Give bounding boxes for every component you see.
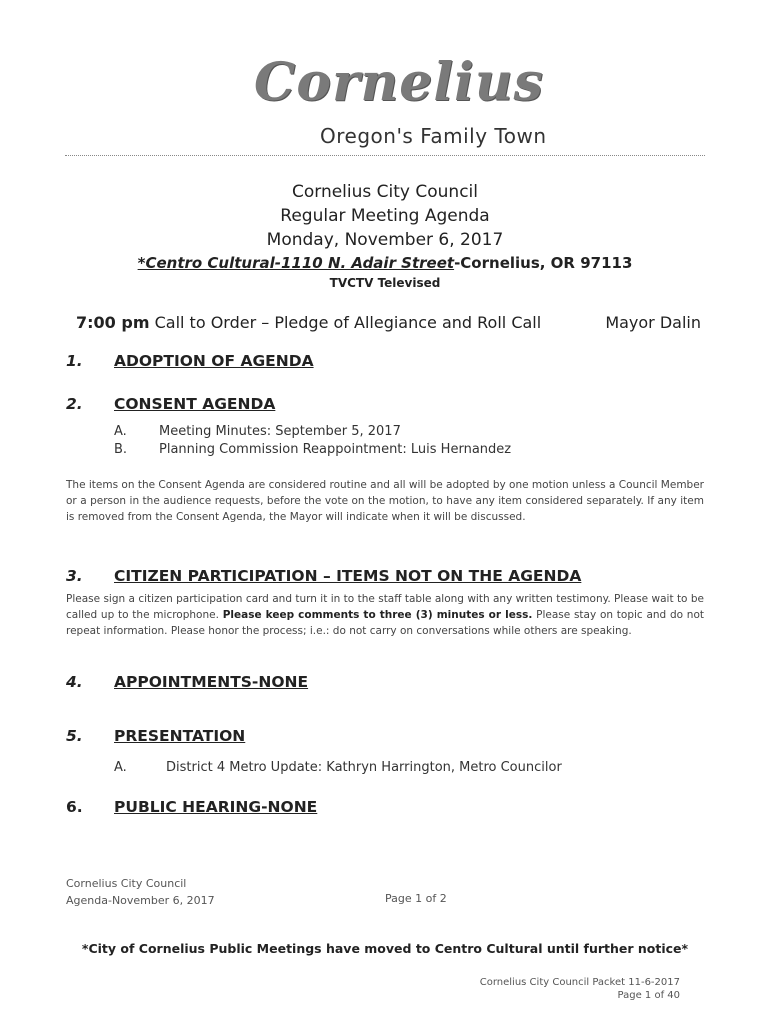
broadcast-note: TVCTV Televised [329,276,441,290]
header-divider [65,155,705,156]
item-number: 1. [66,352,83,370]
item-heading: CONSENT AGENDA [114,395,276,413]
city-logo [240,52,544,122]
footer-page-number: Page 1 of 2 [385,892,447,905]
citizen-note-part2: Please stay on topic and do not repeat information. Please honor the process; i.e.: do not carry on conversations while others are speaking. [66,609,704,637]
relocation-notice: *City of Cornelius Public Meetings have moved to Centro Cultural until further notice* [81,941,689,956]
item-number: 2. [66,395,83,413]
location-venue: *Centro Cultural-1110 N. Adair Street [137,254,455,272]
packet-stamp [480,976,680,1002]
call-time: 7:00 pm [76,313,150,332]
citizen-note-bold: Please keep comments to three (3) minutes or less. [222,609,533,621]
footer-agenda-date: Agenda-November 6, 2017 [66,894,215,907]
citizen-note-part1: Please sign a citizen participation card and turn it in to the staff table along with any written testimony. Please wait to be called up to the microphone. [66,593,704,621]
call-to-order-row [76,313,701,332]
subitem-text: District 4 Metro Update: Kathryn Harrington, Metro Councilor [166,760,562,775]
item-number: 3. [66,567,83,585]
agenda-item-2 [66,395,275,413]
agenda-item-1 [66,352,314,370]
consent-subitem-a [114,424,401,439]
call-text: Call to Order – Pledge of Allegiance and Roll Call [149,313,542,332]
packet-title: Cornelius City Council Packet 11-6-2017 [479,977,680,988]
agenda-item-5 [66,727,245,745]
footer-info [66,875,215,909]
subitem-letter: A. [114,760,127,775]
item-number: 4. [66,673,83,691]
meeting-type: Regular Meeting Agenda [280,206,490,226]
meeting-location [0,252,770,274]
subitem-text: Planning Commission Reappointment: Luis Hernandez [159,442,512,457]
item-number: 5. [66,727,83,745]
item-heading: PUBLIC HEARING-NONE [114,798,318,816]
meeting-date: Monday, November 6, 2017 [266,230,504,250]
logo-tagline: Oregon's Family Town [320,124,547,148]
footer-council: Cornelius City Council [66,877,187,890]
item-heading: PRESENTATION [114,727,246,745]
item-heading: APPOINTMENTS-NONE [114,673,309,691]
item-heading: ADOPTION OF AGENDA [114,352,314,370]
agenda-item-6 [66,798,317,816]
subitem-text: Meeting Minutes: September 5, 2017 [159,424,401,439]
citizen-participation-note [66,591,704,639]
call-presenter: Mayor Dalin [605,313,701,332]
agenda-item-4 [66,673,308,691]
logo-wordmark: Cornelius [254,52,544,113]
consent-agenda-note: The items on the Consent Agenda are considered routine and all will be adopted by one motion unless a Council Member or a person in the audience requests, before the vote on the motion, to have any item considered separately. If any item is removed from the Consent Agenda, the Mayor will indicate when it will be discussed. [66,479,704,523]
agenda-item-3 [66,567,581,585]
item-number: 6. [66,798,83,816]
consent-subitem-b [114,442,511,457]
title-block [0,180,770,292]
subitem-letter: B. [114,442,128,457]
location-city: -Cornelius, OR 97113 [454,254,633,272]
subitem-letter: A. [114,424,127,439]
packet-page: Page 1 of 40 [617,990,680,1001]
council-name: Cornelius City Council [291,182,478,202]
presentation-subitem-a [114,760,562,775]
item-heading: CITIZEN PARTICIPATION – ITEMS NOT ON THE AGENDA [114,567,582,585]
